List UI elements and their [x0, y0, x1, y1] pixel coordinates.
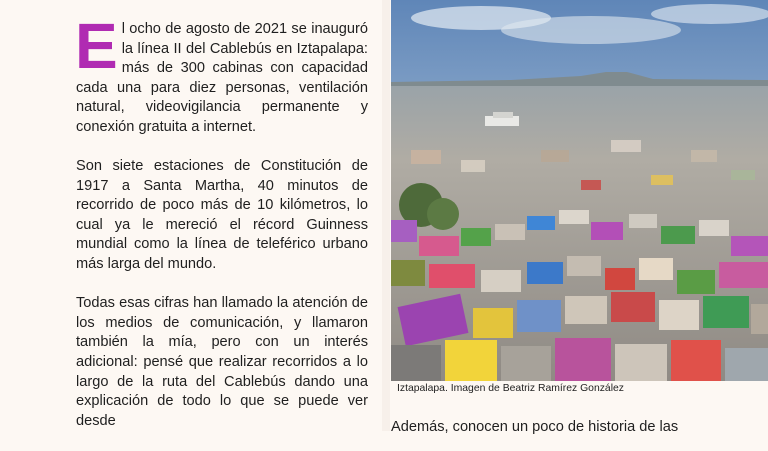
photo-caption: Iztapalapa. Imagen de Beatriz Ramírez González — [397, 383, 624, 394]
right-column-text: Además, conocen un poco de historia de las — [391, 419, 679, 435]
drop-cap: E — [75, 10, 118, 82]
paragraph-2: Son siete estaciones de Constitución de 1917 a Santa Martha, 40 minutos de recorrido de poco más de 10 kilómetros, lo cual ya le mereció el récord Guinness mundial como la línea de teleférico urbano más larga del mundo. — [76, 158, 368, 273]
iztapalapa-photo — [391, 0, 768, 381]
column-divider — [382, 0, 390, 431]
article-column — [75, 10, 368, 451]
paragraph-1-text: l ocho de agosto de 2021 se inauguró la línea II del Cablebús en Iztapalapa: más de 300 cabinas con capacidad cada una para diez personas, ventilación natural, videovigilancia permanente y conexión gratuita a internet. — [76, 21, 368, 135]
paragraph-1 — [75, 10, 368, 138]
paragraph-3: Todas esas cifras han llamado la atención de los medios de comunicación, y llamaron también la mía, pero con un interés adicional: pensé que realizar recorridos a lo largo de la ruta del Cablebús dando una explicación de todo lo que se puede ver desde — [76, 295, 368, 429]
